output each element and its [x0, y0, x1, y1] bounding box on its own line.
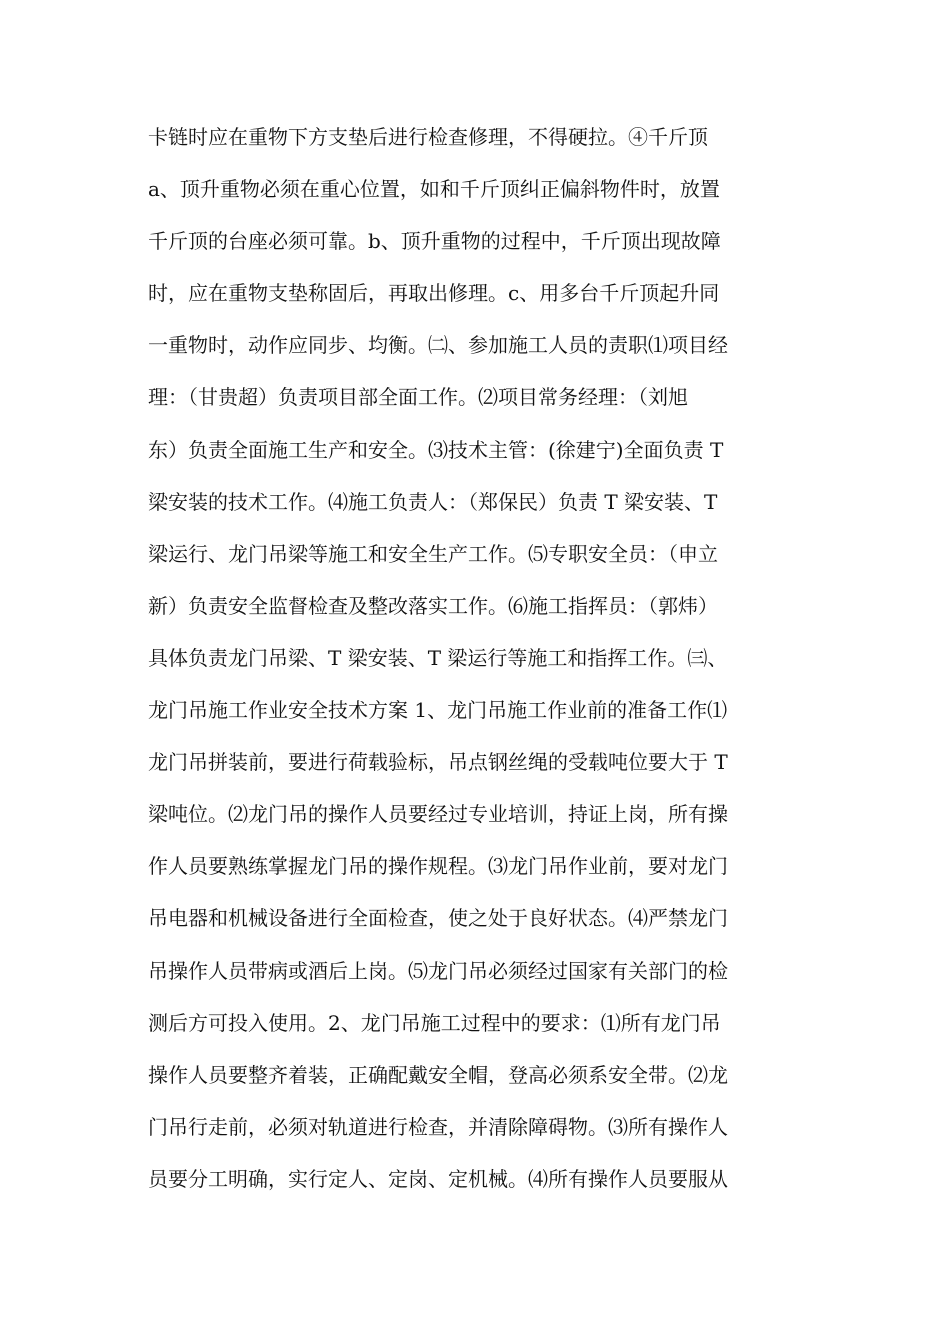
- text-line: 新）负责安全监督检查及整改落实工作。⑹施工指挥员：（郭炜）: [148, 593, 718, 618]
- text-line: 员要分工明确，实行定人、定岗、定机械。⑷所有操作人员要服从: [148, 1166, 728, 1191]
- text-line: 一重物时，动作应同步、均衡。㈡、参加施工人员的责职⑴项目经: [148, 333, 728, 358]
- text-line: 理：（甘贵超）负责项目部全面工作。⑵项目常务经理：（刘旭: [148, 385, 688, 410]
- text-line: 卡链时应在重物下方支垫后进行检查修理，不得硬拉。④千斤顶: [148, 125, 708, 149]
- body-text: [148, 117, 808, 1211]
- text-line: 具体负责龙门吊梁、T 梁安装、T 梁运行等施工和指挥工作。㈢、: [148, 645, 728, 670]
- text-line: 吊电器和机械设备进行全面检查，使之处于良好状态。⑷严禁龙门: [148, 906, 728, 931]
- text-line: 梁运行、龙门吊梁等施工和安全生产工作。⑸专职安全员：（申立: [148, 541, 718, 566]
- text-line: 梁安装的技术工作。⑷施工负责人：（郑保民）负责 T 梁安装、T: [148, 489, 718, 514]
- text-line: 梁吨位。⑵龙门吊的操作人员要经过专业培训，持证上岗，所有操: [148, 802, 728, 827]
- text-line: a、顶升重物必须在重心位置，如和千斤顶纠正偏斜物件时，放置: [148, 177, 720, 202]
- text-line: 作人员要熟练掌握龙门吊的操作规程。⑶龙门吊作业前，要对龙门: [148, 854, 728, 879]
- text-line: 龙门吊拼装前，要进行荷载验标，吊点钢丝绳的受载吨位要大于 T: [148, 750, 728, 775]
- text-line: 时，应在重物支垫称固后，再取出修理。c、用多台千斤顶起升同: [148, 281, 720, 306]
- text-line: 门吊行走前，必须对轨道进行检查，并清除障碍物。⑶所有操作人: [148, 1114, 728, 1139]
- text-line: 吊操作人员带病或酒后上岗。⑸龙门吊必须经过国家有关部门的检: [148, 958, 728, 983]
- text-line: 千斤顶的台座必须可靠。b、顶升重物的过程中，千斤顶出现故障: [148, 229, 721, 254]
- text-line: 东）负责全面施工生产和安全。⑶技术主管：(徐建宁)全面负责 T: [148, 437, 724, 462]
- text-line: 测后方可投入使用。2、龙门吊施工过程中的要求：⑴所有龙门吊: [148, 1010, 721, 1035]
- text-line: 操作人员要整齐着装，正确配戴安全帽，登高必须系安全带。⑵龙: [148, 1062, 728, 1087]
- text-line: 龙门吊施工作业安全技术方案 1、龙门吊施工作业前的准备工作⑴: [148, 698, 728, 723]
